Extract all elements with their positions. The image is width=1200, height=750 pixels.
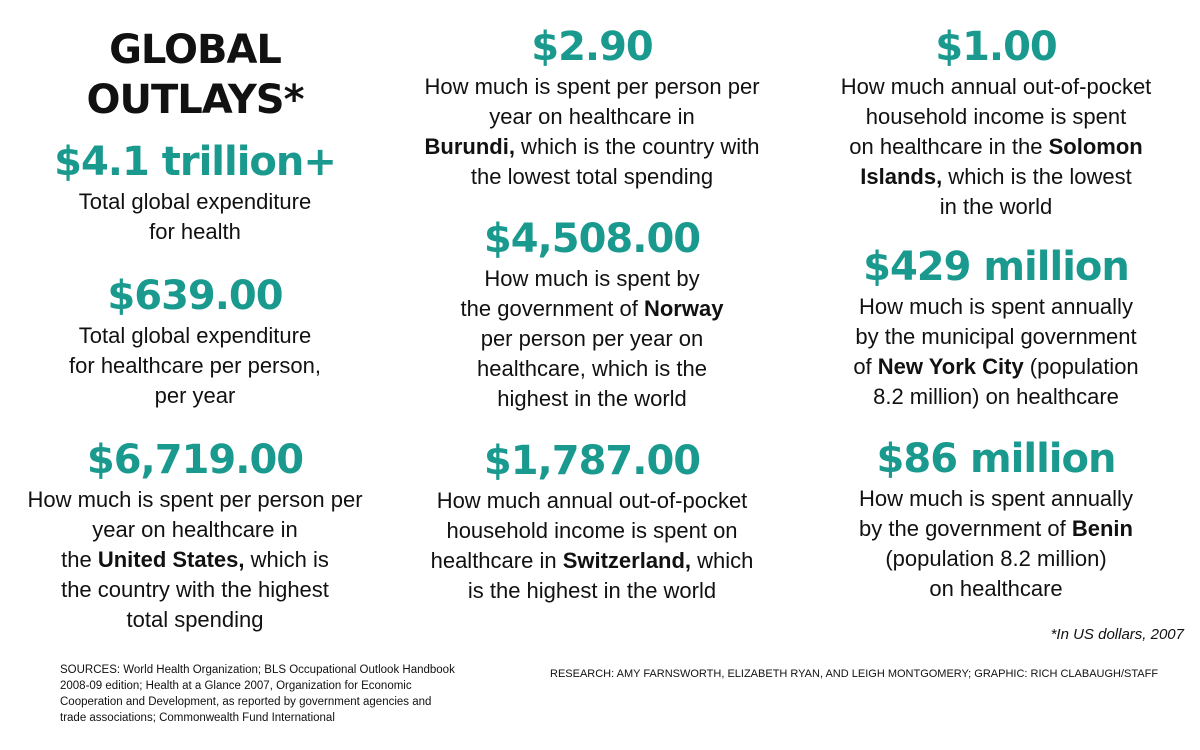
- desc-line: [0, 545, 390, 575]
- desc-line: [392, 546, 792, 576]
- desc-line: [392, 132, 792, 162]
- desc-line: How much is spent annually: [859, 486, 1133, 511]
- stat-description: [0, 187, 390, 247]
- sources-line: trade associations; Commonwealth Fund International: [60, 712, 335, 724]
- left-column: [0, 0, 390, 635]
- stat-description: [0, 485, 390, 635]
- desc-text: the: [61, 547, 98, 572]
- stat-switzerland: [392, 436, 792, 606]
- right-column: [792, 0, 1200, 604]
- desc-line: total spending: [126, 607, 264, 632]
- stat-description: [0, 321, 390, 411]
- stat-amount: $6,719.00: [86, 437, 304, 483]
- stat-total-global: [0, 137, 390, 247]
- stat-amount: $1.00: [935, 24, 1057, 70]
- desc-line: How much annual out-of-pocket: [436, 488, 748, 513]
- desc-text: the government of: [460, 296, 644, 321]
- desc-text: (population: [1023, 354, 1139, 379]
- stat-burundi: [392, 22, 792, 192]
- desc-text: which is: [244, 547, 329, 572]
- desc-line: household income is spent: [865, 104, 1127, 129]
- stat-amount: $639.00: [107, 273, 283, 319]
- stat-amount: $429 million: [863, 244, 1129, 290]
- desc-text: which is the lowest: [942, 164, 1132, 189]
- desc-line: year on healthcare in: [489, 104, 695, 129]
- stat-norway: [392, 214, 792, 414]
- stat-solomon-islands: [792, 22, 1200, 222]
- desc-line: in the world: [939, 194, 1053, 219]
- desc-line: [792, 514, 1200, 544]
- desc-line: [792, 132, 1200, 162]
- stat-description: [792, 72, 1200, 222]
- desc-line: 8.2 million) on healthcare: [873, 384, 1119, 409]
- stat-description: [392, 72, 792, 192]
- sources-credit: [60, 662, 540, 726]
- desc-line: How much is spent by: [484, 266, 700, 291]
- desc-line: [792, 352, 1200, 382]
- graphic-title: [0, 25, 390, 125]
- desc-line: by the municipal government: [855, 324, 1137, 349]
- stat-description: [792, 292, 1200, 412]
- sources-line: Cooperation and Development, as reported by government agencies and: [60, 696, 432, 708]
- stat-description: [392, 264, 792, 414]
- desc-line: How much annual out-of-pocket: [840, 74, 1152, 99]
- country-name: Benin: [1071, 516, 1133, 541]
- desc-line: per person per year on: [480, 326, 704, 351]
- country-name: Switzerland,: [562, 548, 692, 573]
- stat-description: [792, 484, 1200, 604]
- desc-line: year on healthcare in: [92, 517, 298, 542]
- desc-line: the lowest total spending: [470, 164, 714, 189]
- sources-line: 2008-09 edition; Health at a Glance 2007, Organization for Economic: [60, 680, 412, 692]
- stat-per-person: [0, 271, 390, 411]
- stat-amount: $2.90: [531, 24, 653, 70]
- currency-footnote: *In US dollars, 2007: [1050, 626, 1184, 643]
- desc-line: for healthcare per person,: [69, 353, 321, 378]
- desc-line: highest in the world: [497, 386, 687, 411]
- desc-line: How much is spent annually: [859, 294, 1133, 319]
- desc-line: healthcare, which is the: [477, 356, 707, 381]
- desc-line: on healthcare: [929, 576, 1063, 601]
- stat-amount: $1,787.00: [483, 438, 701, 484]
- country-name: Burundi,: [424, 134, 515, 159]
- country-name: Islands,: [860, 164, 943, 189]
- desc-line: Total global expenditure: [78, 189, 312, 214]
- stat-description: [392, 486, 792, 606]
- desc-text: of: [853, 354, 878, 379]
- desc-line: How much is spent per person per: [424, 74, 760, 99]
- stat-amount: $4,508.00: [483, 216, 701, 262]
- desc-line: household income is spent on: [446, 518, 738, 543]
- desc-text: by the government of: [859, 516, 1072, 541]
- desc-line: is the highest in the world: [467, 578, 717, 603]
- city-name: New York City: [877, 354, 1024, 379]
- desc-line: [392, 294, 792, 324]
- desc-line: (population 8.2 million): [885, 546, 1107, 571]
- desc-line: the country with the highest: [61, 577, 329, 602]
- title-line-2: OUTLAYS*: [86, 77, 304, 123]
- desc-text: which: [691, 548, 754, 573]
- desc-text: on healthcare in the: [849, 134, 1049, 159]
- middle-column: [392, 0, 792, 606]
- desc-line: per year: [154, 383, 236, 408]
- country-name: Solomon: [1048, 134, 1143, 159]
- desc-line: How much is spent per person per: [27, 487, 363, 512]
- desc-text: which is the country with: [514, 134, 760, 159]
- research-credit: RESEARCH: AMY FARNSWORTH, ELIZABETH RYAN, AND LEIGH MONTGOMERY; GRAPHIC: RICH CLABAUGH/STAFF: [550, 668, 1159, 680]
- country-name: Norway: [643, 296, 724, 321]
- stat-benin: [792, 434, 1200, 604]
- desc-line: Total global expenditure: [78, 323, 312, 348]
- title-line-1: GLOBAL: [109, 27, 281, 73]
- desc-line: [792, 162, 1200, 192]
- country-name: United States,: [97, 547, 245, 572]
- sources-line: SOURCES: World Health Organization; BLS Occupational Outlook Handbook: [60, 664, 455, 676]
- stat-amount: $4.1 trillion+: [54, 139, 336, 185]
- stat-united-states: [0, 435, 390, 635]
- desc-line: for health: [149, 219, 241, 244]
- desc-text: healthcare in: [430, 548, 563, 573]
- stat-amount: $86 million: [876, 436, 1116, 482]
- stat-new-york-city: [792, 242, 1200, 412]
